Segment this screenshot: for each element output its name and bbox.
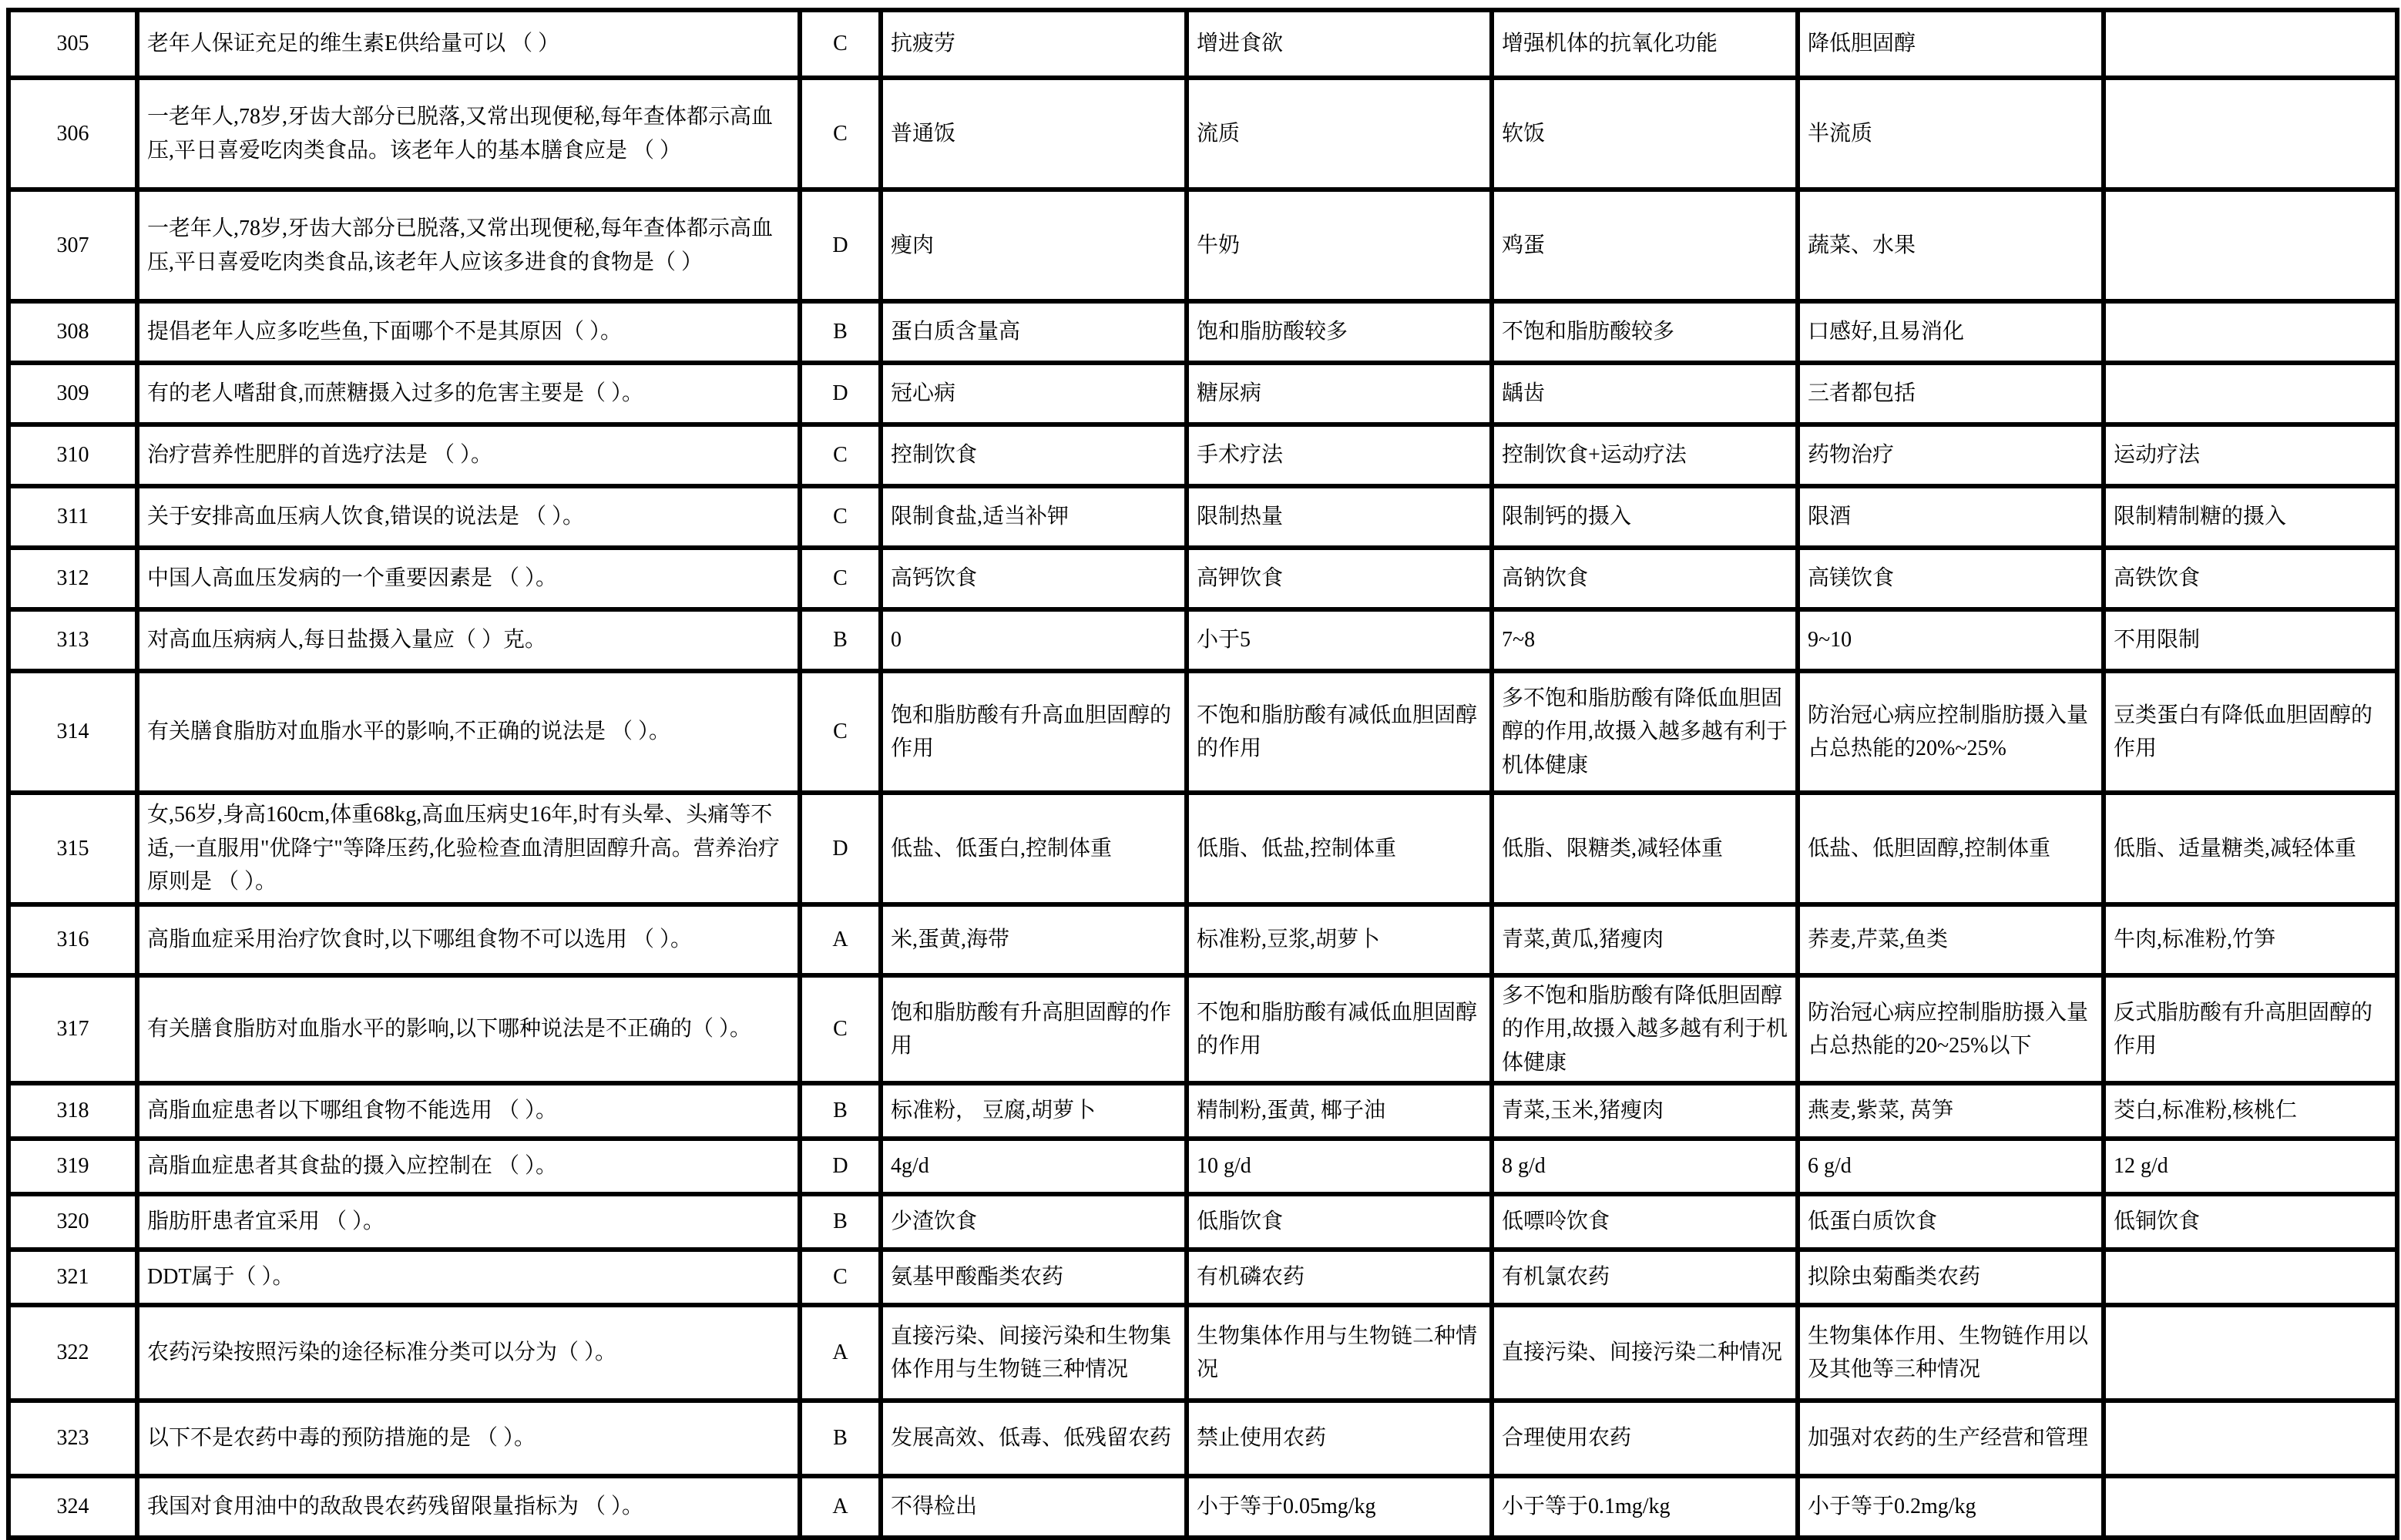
- option-c-cell: 低脂、限糖类,减轻体重: [1492, 793, 1798, 904]
- question-number-cell: 319: [8, 1139, 137, 1194]
- question-number-cell: 321: [8, 1250, 137, 1305]
- option-c-cell: 多不饱和脂肪酸有降低胆固醇的作用,故摄入越多越有利于机体健康: [1492, 975, 1798, 1083]
- option-a-cell: 控制饮食: [881, 424, 1187, 486]
- question-number-cell: 320: [8, 1194, 137, 1250]
- option-a-cell: 抗疲劳: [881, 10, 1187, 78]
- answer-cell: D: [800, 363, 881, 424]
- question-text-cell: 高脂血症采用治疗饮食时,以下哪组食物不可以选用 （ ）。: [137, 904, 800, 975]
- answer-cell: B: [800, 1401, 881, 1476]
- option-a-cell: 发展高效、低毒、低残留农药: [881, 1401, 1187, 1476]
- table-row: [8, 301, 2397, 363]
- answer-cell: C: [800, 548, 881, 609]
- option-b-cell: 有机磷农药: [1187, 1250, 1492, 1305]
- answer-cell: D: [800, 793, 881, 904]
- option-b-cell: 生物集体作用与生物链二种情况: [1187, 1305, 1492, 1401]
- option-d-cell: 低蛋白质饮食: [1798, 1194, 2104, 1250]
- question-text-cell: 中国人高血压发病的一个重要因素是 （ ）。: [137, 548, 800, 609]
- question-table: [6, 8, 2399, 1540]
- option-e-cell: [2104, 1401, 2397, 1476]
- option-b-cell: 禁止使用农药: [1187, 1401, 1492, 1476]
- option-b-cell: 10 g/d: [1187, 1139, 1492, 1194]
- question-number-cell: 311: [8, 486, 137, 548]
- option-a-cell: 高钙饮食: [881, 548, 1187, 609]
- question-text-cell: 对高血压病病人,每日盐摄入量应（ ）克。: [137, 609, 800, 671]
- table-row: [8, 10, 2397, 78]
- question-number-cell: 316: [8, 904, 137, 975]
- table-row: [8, 424, 2397, 486]
- question-number-cell: 305: [8, 10, 137, 78]
- table-row: [8, 671, 2397, 793]
- answer-cell: B: [800, 1194, 881, 1250]
- table-row: [8, 1401, 2397, 1476]
- question-number-cell: 309: [8, 363, 137, 424]
- option-e-cell: [2104, 78, 2397, 190]
- option-e-cell: [2104, 1476, 2397, 1538]
- table-row: [8, 548, 2397, 609]
- answer-cell: C: [800, 1250, 881, 1305]
- question-text-cell: 有关膳食脂肪对血脂水平的影响,不正确的说法是 （ ）。: [137, 671, 800, 793]
- option-d-cell: 防治冠心病应控制脂肪摄入量占总热能的20~25%以下: [1798, 975, 2104, 1083]
- option-c-cell: 青菜,黄瓜,猪瘦肉: [1492, 904, 1798, 975]
- answer-cell: A: [800, 904, 881, 975]
- answer-cell: D: [800, 190, 881, 301]
- question-number-cell: 307: [8, 190, 137, 301]
- question-text-cell: DDT属于（ ）。: [137, 1250, 800, 1305]
- answer-cell: B: [800, 301, 881, 363]
- option-a-cell: 饱和脂肪酸有升高胆固醇的作用: [881, 975, 1187, 1083]
- option-d-cell: 荞麦,芹菜,鱼类: [1798, 904, 2104, 975]
- option-b-cell: 不饱和脂肪酸有减低血胆固醇的作用: [1187, 671, 1492, 793]
- option-b-cell: 低脂饮食: [1187, 1194, 1492, 1250]
- option-b-cell: 不饱和脂肪酸有减低血胆固醇的作用: [1187, 975, 1492, 1083]
- option-b-cell: 糖尿病: [1187, 363, 1492, 424]
- table-row: [8, 486, 2397, 548]
- option-c-cell: 限制钙的摄入: [1492, 486, 1798, 548]
- option-a-cell: 低盐、低蛋白,控制体重: [881, 793, 1187, 904]
- question-text-cell: 关于安排高血压病人饮食,错误的说法是 （ ）。: [137, 486, 800, 548]
- option-a-cell: 0: [881, 609, 1187, 671]
- table-row: [8, 363, 2397, 424]
- option-c-cell: 7~8: [1492, 609, 1798, 671]
- question-text-cell: 一老年人,78岁,牙齿大部分已脱落,又常出现便秘,每年查体都示高血压,平日喜爱吃肉类食品,该老年人应该多进食的食物是（ ）: [137, 190, 800, 301]
- option-e-cell: [2104, 1305, 2397, 1401]
- option-c-cell: 鸡蛋: [1492, 190, 1798, 301]
- question-number-cell: 308: [8, 301, 137, 363]
- option-d-cell: 防治冠心病应控制脂肪摄入量占总热能的20%~25%: [1798, 671, 2104, 793]
- table-row: [8, 1250, 2397, 1305]
- option-b-cell: 小于5: [1187, 609, 1492, 671]
- option-b-cell: 增进食欲: [1187, 10, 1492, 78]
- option-d-cell: 生物集体作用、生物链作用以及其他等三种情况: [1798, 1305, 2104, 1401]
- option-a-cell: 直接污染、间接污染和生物集体作用与生物链三种情况: [881, 1305, 1187, 1401]
- option-b-cell: 牛奶: [1187, 190, 1492, 301]
- option-c-cell: 多不饱和脂肪酸有降低血胆固醇的作用,故摄入越多越有利于机体健康: [1492, 671, 1798, 793]
- answer-cell: C: [800, 671, 881, 793]
- answer-cell: C: [800, 424, 881, 486]
- option-b-cell: 低脂、低盐,控制体重: [1187, 793, 1492, 904]
- option-c-cell: 有机氯农药: [1492, 1250, 1798, 1305]
- question-text-cell: 高脂血症患者其食盐的摄入应控制在 （ ）。: [137, 1139, 800, 1194]
- question-number-cell: 318: [8, 1083, 137, 1139]
- option-e-cell: [2104, 190, 2397, 301]
- option-a-cell: 米,蛋黄,海带: [881, 904, 1187, 975]
- option-b-cell: 饱和脂肪酸较多: [1187, 301, 1492, 363]
- question-text-cell: 我国对食用油中的敌敌畏农药残留限量指标为 （ ）。: [137, 1476, 800, 1538]
- option-d-cell: 三者都包括: [1798, 363, 2104, 424]
- answer-cell: D: [800, 1139, 881, 1194]
- question-text-cell: 以下不是农药中毒的预防措施的是 （ ）。: [137, 1401, 800, 1476]
- table-row: [8, 1139, 2397, 1194]
- option-b-cell: 流质: [1187, 78, 1492, 190]
- option-a-cell: 瘦肉: [881, 190, 1187, 301]
- option-e-cell: 低脂、适量糖类,减轻体重: [2104, 793, 2397, 904]
- answer-cell: B: [800, 609, 881, 671]
- option-d-cell: 降低胆固醇: [1798, 10, 2104, 78]
- option-c-cell: 低嘌呤饮食: [1492, 1194, 1798, 1250]
- option-e-cell: 12 g/d: [2104, 1139, 2397, 1194]
- question-number-cell: 324: [8, 1476, 137, 1538]
- option-a-cell: 普通饭: [881, 78, 1187, 190]
- question-number-cell: 314: [8, 671, 137, 793]
- option-d-cell: 拟除虫菊酯类农药: [1798, 1250, 2104, 1305]
- answer-cell: A: [800, 1476, 881, 1538]
- answer-cell: A: [800, 1305, 881, 1401]
- table-row: [8, 1476, 2397, 1538]
- question-text-cell: 提倡老年人应多吃些鱼,下面哪个不是其原因（ ）。: [137, 301, 800, 363]
- table-row: [8, 975, 2397, 1083]
- option-e-cell: 高铁饮食: [2104, 548, 2397, 609]
- option-c-cell: 增强机体的抗氧化功能: [1492, 10, 1798, 78]
- answer-cell: C: [800, 975, 881, 1083]
- table-row: [8, 190, 2397, 301]
- option-d-cell: 口感好,且易消化: [1798, 301, 2104, 363]
- option-b-cell: 小于等于0.05mg/kg: [1187, 1476, 1492, 1538]
- answer-cell: C: [800, 10, 881, 78]
- question-number-cell: 315: [8, 793, 137, 904]
- option-d-cell: 限酒: [1798, 486, 2104, 548]
- question-number-cell: 312: [8, 548, 137, 609]
- table-body: [8, 10, 2397, 1538]
- option-c-cell: 控制饮食+运动疗法: [1492, 424, 1798, 486]
- option-e-cell: 低铜饮食: [2104, 1194, 2397, 1250]
- option-e-cell: 不用限制: [2104, 609, 2397, 671]
- question-text-cell: 有关膳食脂肪对血脂水平的影响,以下哪种说法是不正确的（ ）。: [137, 975, 800, 1083]
- option-d-cell: 6 g/d: [1798, 1139, 2104, 1194]
- option-e-cell: [2104, 363, 2397, 424]
- option-b-cell: 精制粉,蛋黄, 椰子油: [1187, 1083, 1492, 1139]
- option-c-cell: 合理使用农药: [1492, 1401, 1798, 1476]
- option-d-cell: 燕麦,紫菜, 莴笋: [1798, 1083, 2104, 1139]
- option-d-cell: 9~10: [1798, 609, 2104, 671]
- option-d-cell: 加强对农药的生产经营和管理: [1798, 1401, 2104, 1476]
- question-number-cell: 323: [8, 1401, 137, 1476]
- option-d-cell: 药物治疗: [1798, 424, 2104, 486]
- question-text-cell: 老年人保证充足的维生素E供给量可以 （ ）: [137, 10, 800, 78]
- option-e-cell: [2104, 1250, 2397, 1305]
- table-row: [8, 904, 2397, 975]
- option-e-cell: 茭白,标准粉,核桃仁: [2104, 1083, 2397, 1139]
- option-e-cell: 运动疗法: [2104, 424, 2397, 486]
- option-d-cell: 低盐、低胆固醇,控制体重: [1798, 793, 2104, 904]
- option-a-cell: 不得检出: [881, 1476, 1187, 1538]
- option-a-cell: 4g/d: [881, 1139, 1187, 1194]
- option-d-cell: 小于等于0.2mg/kg: [1798, 1476, 2104, 1538]
- table-row: [8, 793, 2397, 904]
- option-b-cell: 高钾饮食: [1187, 548, 1492, 609]
- option-e-cell: 限制精制糖的摄入: [2104, 486, 2397, 548]
- option-b-cell: 限制热量: [1187, 486, 1492, 548]
- question-number-cell: 306: [8, 78, 137, 190]
- table-row: [8, 78, 2397, 190]
- option-a-cell: 标准粉， 豆腐,胡萝卜: [881, 1083, 1187, 1139]
- option-a-cell: 冠心病: [881, 363, 1187, 424]
- question-number-cell: 317: [8, 975, 137, 1083]
- question-number-cell: 310: [8, 424, 137, 486]
- option-a-cell: 限制食盐,适当补钾: [881, 486, 1187, 548]
- option-a-cell: 饱和脂肪酸有升高血胆固醇的作用: [881, 671, 1187, 793]
- table-row: [8, 1305, 2397, 1401]
- table-row: [8, 1194, 2397, 1250]
- option-b-cell: 标准粉,豆浆,胡萝卜: [1187, 904, 1492, 975]
- option-a-cell: 少渣饮食: [881, 1194, 1187, 1250]
- option-e-cell: 牛肉,标准粉,竹笋: [2104, 904, 2397, 975]
- question-text-cell: 有的老人嗜甜食,而蔗糖摄入过多的危害主要是（ ）。: [137, 363, 800, 424]
- option-c-cell: 不饱和脂肪酸较多: [1492, 301, 1798, 363]
- answer-cell: C: [800, 78, 881, 190]
- option-c-cell: 8 g/d: [1492, 1139, 1798, 1194]
- option-e-cell: [2104, 10, 2397, 78]
- option-e-cell: [2104, 301, 2397, 363]
- option-e-cell: 反式脂肪酸有升高胆固醇的作用: [2104, 975, 2397, 1083]
- question-text-cell: 脂肪肝患者宜采用 （ ）。: [137, 1194, 800, 1250]
- question-text-cell: 女,56岁,身高160cm,体重68kg,高血压病史16年,时有头晕、头痛等不适,一直服用"优降宁"等降压药,化验检查血清胆固醇升高。营养治疗原则是 （ ）。: [137, 793, 800, 904]
- option-c-cell: 龋齿: [1492, 363, 1798, 424]
- question-text-cell: 高脂血症患者以下哪组食物不能选用 （ ）。: [137, 1083, 800, 1139]
- question-text-cell: 一老年人,78岁,牙齿大部分已脱落,又常出现便秘,每年查体都示高血压,平日喜爱吃肉类食品。该老年人的基本膳食应是 （ ）: [137, 78, 800, 190]
- option-e-cell: 豆类蛋白有降低血胆固醇的作用: [2104, 671, 2397, 793]
- table-row: [8, 1083, 2397, 1139]
- question-number-cell: 322: [8, 1305, 137, 1401]
- question-number-cell: 313: [8, 609, 137, 671]
- answer-cell: C: [800, 486, 881, 548]
- option-b-cell: 手术疗法: [1187, 424, 1492, 486]
- option-d-cell: 蔬菜、水果: [1798, 190, 2104, 301]
- option-d-cell: 高镁饮食: [1798, 548, 2104, 609]
- option-c-cell: 高钠饮食: [1492, 548, 1798, 609]
- option-a-cell: 蛋白质含量高: [881, 301, 1187, 363]
- option-c-cell: 小于等于0.1mg/kg: [1492, 1476, 1798, 1538]
- option-c-cell: 直接污染、间接污染二种情况: [1492, 1305, 1798, 1401]
- option-d-cell: 半流质: [1798, 78, 2104, 190]
- option-a-cell: 氨基甲酸酯类农药: [881, 1250, 1187, 1305]
- answer-cell: B: [800, 1083, 881, 1139]
- question-text-cell: 治疗营养性肥胖的首选疗法是 （ ）。: [137, 424, 800, 486]
- question-text-cell: 农药污染按照污染的途径标准分类可以分为（ ）。: [137, 1305, 800, 1401]
- option-c-cell: 软饭: [1492, 78, 1798, 190]
- option-c-cell: 青菜,玉米,猪瘦肉: [1492, 1083, 1798, 1139]
- table-row: [8, 609, 2397, 671]
